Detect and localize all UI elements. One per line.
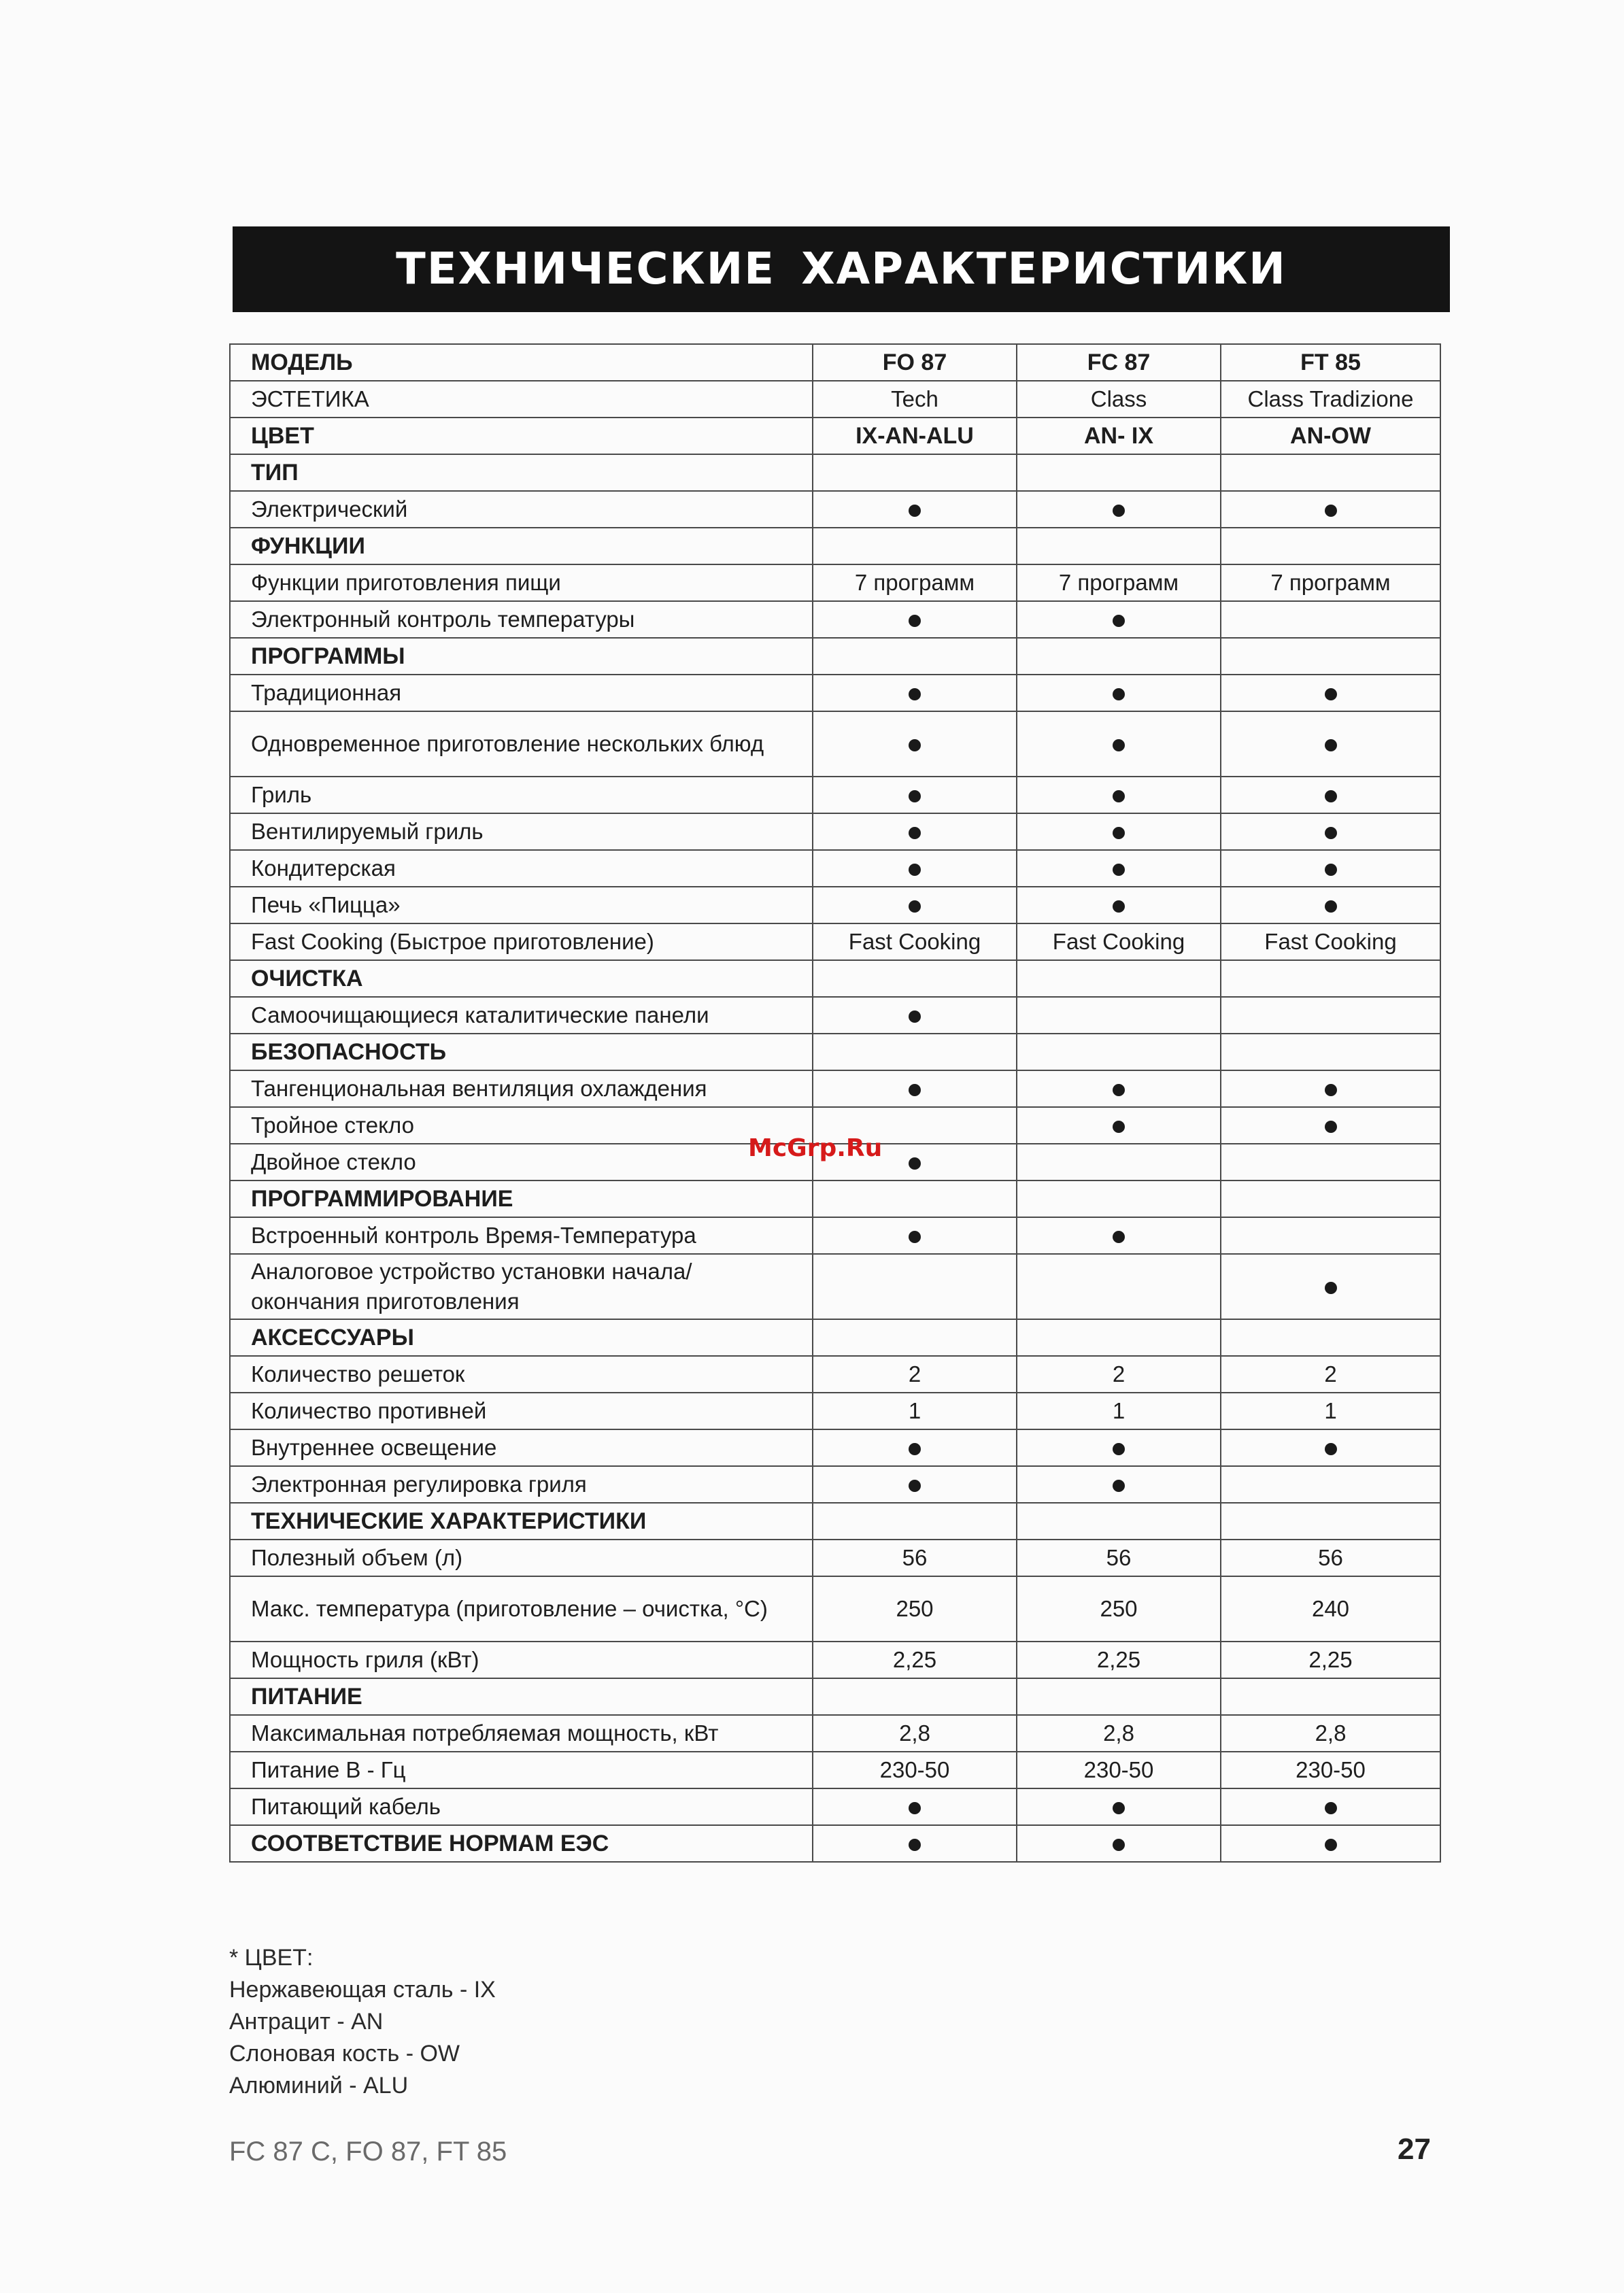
empty-cell bbox=[1017, 638, 1221, 675]
value-cell: 56 bbox=[1221, 1540, 1440, 1576]
empty-cell bbox=[813, 1319, 1017, 1356]
bullet-icon bbox=[909, 790, 921, 802]
value-cell bbox=[813, 1429, 1017, 1466]
spec-row bbox=[230, 850, 1440, 887]
spec-label: Питание В - Гц bbox=[230, 1752, 813, 1788]
value-cell: AN-OW bbox=[1221, 418, 1440, 454]
bullet-icon bbox=[1113, 739, 1125, 751]
empty-cell bbox=[813, 960, 1017, 997]
value-cell bbox=[1017, 887, 1221, 923]
value-cell: 56 bbox=[813, 1540, 1017, 1576]
spec-row bbox=[230, 997, 1440, 1034]
empty-cell bbox=[813, 638, 1017, 675]
spec-row bbox=[230, 1642, 1440, 1678]
spec-row bbox=[230, 1429, 1440, 1466]
bullet-icon bbox=[1325, 864, 1337, 876]
section-row bbox=[230, 528, 1440, 564]
spec-label: Гриль bbox=[230, 777, 813, 813]
empty-cell bbox=[813, 454, 1017, 491]
footnote-line: Нержавеющая сталь - IX bbox=[229, 1977, 496, 2003]
spec-row bbox=[230, 1254, 1440, 1319]
section-row bbox=[230, 960, 1440, 997]
value-cell bbox=[1221, 491, 1440, 528]
value-cell bbox=[813, 1788, 1017, 1825]
spec-label: Тангенциональная вентиляция охлаждения bbox=[230, 1070, 813, 1107]
value-cell bbox=[1221, 1070, 1440, 1107]
value-cell bbox=[1221, 1107, 1440, 1144]
bullet-icon bbox=[909, 1802, 921, 1814]
value-cell bbox=[813, 1466, 1017, 1503]
spec-label: ЦВЕТ bbox=[230, 418, 813, 454]
spec-label: Функции приготовления пищи bbox=[230, 564, 813, 601]
spec-label: Кондитерская bbox=[230, 850, 813, 887]
page-number: 27 bbox=[1398, 2133, 1431, 2166]
bullet-icon bbox=[1113, 688, 1125, 700]
bullet-icon bbox=[909, 1010, 921, 1023]
value-cell: 1 bbox=[1017, 1393, 1221, 1429]
value-cell: FO 87 bbox=[813, 344, 1017, 381]
bullet-icon bbox=[1113, 1084, 1125, 1096]
value-cell: Fast Cooking bbox=[1017, 923, 1221, 960]
value-cell bbox=[1017, 1107, 1221, 1144]
spec-label: Электронный контроль температуры bbox=[230, 601, 813, 638]
bullet-icon bbox=[1325, 739, 1337, 751]
value-cell bbox=[813, 675, 1017, 711]
bullet-icon bbox=[1113, 864, 1125, 876]
empty-cell bbox=[1221, 1503, 1440, 1540]
spec-label: Тройное стекло bbox=[230, 1107, 813, 1144]
spec-label: Встроенный контроль Время-Температура bbox=[230, 1217, 813, 1254]
spec-row bbox=[230, 887, 1440, 923]
value-cell: FT 85 bbox=[1221, 344, 1440, 381]
bullet-icon bbox=[1325, 1839, 1337, 1851]
section-row bbox=[230, 638, 1440, 675]
value-cell bbox=[1221, 850, 1440, 887]
footnote-line: Алюминий - ALU bbox=[229, 2073, 409, 2099]
value-cell: 230-50 bbox=[1221, 1752, 1440, 1788]
value-cell bbox=[1017, 813, 1221, 850]
spec-row bbox=[230, 1393, 1440, 1429]
value-cell bbox=[1221, 1429, 1440, 1466]
bullet-icon bbox=[1325, 1802, 1337, 1814]
value-cell bbox=[1221, 1825, 1440, 1862]
section-row bbox=[230, 1034, 1440, 1070]
value-cell bbox=[813, 813, 1017, 850]
spec-row bbox=[230, 564, 1440, 601]
value-cell: Class bbox=[1017, 381, 1221, 418]
bullet-icon bbox=[1113, 790, 1125, 802]
bullet-icon bbox=[1325, 1084, 1337, 1096]
bullet-icon bbox=[909, 1084, 921, 1096]
value-cell bbox=[813, 887, 1017, 923]
spec-label: Печь «Пицца» bbox=[230, 887, 813, 923]
spec-label: Электрический bbox=[230, 491, 813, 528]
spec-label: Одновременное приготовление нескольких блюд bbox=[230, 711, 813, 777]
value-cell: Fast Cooking bbox=[1221, 923, 1440, 960]
spec-label: Количество противней bbox=[230, 1393, 813, 1429]
value-cell: IX-AN-ALU bbox=[813, 418, 1017, 454]
bullet-icon bbox=[1113, 827, 1125, 839]
value-cell bbox=[1017, 1144, 1221, 1181]
bullet-icon bbox=[1113, 900, 1125, 913]
value-cell bbox=[1221, 813, 1440, 850]
spec-label: Электронная регулировка гриля bbox=[230, 1466, 813, 1503]
empty-cell bbox=[1221, 528, 1440, 564]
value-cell bbox=[1221, 675, 1440, 711]
value-cell bbox=[1221, 601, 1440, 638]
value-cell bbox=[1221, 711, 1440, 777]
value-cell bbox=[1221, 1788, 1440, 1825]
value-cell bbox=[813, 997, 1017, 1034]
spec-label: Fast Cooking (Быстрое приготовление) bbox=[230, 923, 813, 960]
bullet-icon bbox=[1325, 1282, 1337, 1294]
bullet-icon bbox=[1325, 505, 1337, 517]
value-cell: 2,25 bbox=[813, 1642, 1017, 1678]
section-heading: СООТВЕТСТВИЕ НОРМАМ ЕЭС bbox=[230, 1825, 813, 1862]
spec-label: МОДЕЛЬ bbox=[230, 344, 813, 381]
section-row bbox=[230, 1319, 1440, 1356]
empty-cell bbox=[813, 1034, 1017, 1070]
bullet-icon bbox=[1113, 1121, 1125, 1133]
spec-label: ЭСТЕТИКА bbox=[230, 381, 813, 418]
spec-row bbox=[230, 601, 1440, 638]
spec-table bbox=[229, 343, 1441, 1863]
bullet-icon bbox=[1113, 615, 1125, 627]
value-cell: 230-50 bbox=[813, 1752, 1017, 1788]
value-cell: 2,8 bbox=[1017, 1715, 1221, 1752]
spec-label: Полезный объем (л) bbox=[230, 1540, 813, 1576]
value-cell bbox=[1017, 777, 1221, 813]
spec-row bbox=[230, 1752, 1440, 1788]
spec-row bbox=[230, 1576, 1440, 1642]
value-cell bbox=[1017, 711, 1221, 777]
footnote-line: Слоновая кость - OW bbox=[229, 2041, 460, 2067]
value-cell: 2,25 bbox=[1017, 1642, 1221, 1678]
spec-row bbox=[230, 381, 1440, 418]
empty-cell bbox=[1017, 960, 1221, 997]
bullet-icon bbox=[1113, 1839, 1125, 1851]
value-cell bbox=[1221, 1254, 1440, 1319]
footnote-line: Антрацит - AN bbox=[229, 2009, 384, 2035]
bullet-icon bbox=[1325, 1443, 1337, 1455]
section-row bbox=[230, 1503, 1440, 1540]
empty-cell bbox=[1017, 1034, 1221, 1070]
value-cell: 7 программ bbox=[813, 564, 1017, 601]
bullet-icon bbox=[909, 739, 921, 751]
value-cell bbox=[813, 1825, 1017, 1862]
section-heading: ТИП bbox=[230, 454, 813, 491]
value-cell: 2,8 bbox=[813, 1715, 1017, 1752]
empty-cell bbox=[813, 1181, 1017, 1217]
bullet-icon bbox=[909, 864, 921, 876]
value-cell bbox=[1017, 1788, 1221, 1825]
bullet-icon bbox=[1113, 505, 1125, 517]
spec-row bbox=[230, 923, 1440, 960]
spec-label: Традиционная bbox=[230, 675, 813, 711]
bullet-icon bbox=[909, 1231, 921, 1243]
value-cell: 2,8 bbox=[1221, 1715, 1440, 1752]
value-cell bbox=[813, 711, 1017, 777]
value-cell: 1 bbox=[1221, 1393, 1440, 1429]
spec-label: Самоочищающиеся каталитические панели bbox=[230, 997, 813, 1034]
value-cell bbox=[1017, 675, 1221, 711]
bullet-icon bbox=[909, 827, 921, 839]
bullet-icon bbox=[909, 1480, 921, 1492]
value-cell bbox=[1221, 1466, 1440, 1503]
empty-cell bbox=[1017, 528, 1221, 564]
page-title: ТЕХНИЧЕСКИЕ ХАРАКТЕРИСТИКИ bbox=[396, 244, 1287, 294]
spec-row bbox=[230, 1715, 1440, 1752]
section-heading: ПИТАНИЕ bbox=[230, 1678, 813, 1715]
empty-cell bbox=[1017, 1678, 1221, 1715]
spec-row bbox=[230, 675, 1440, 711]
value-cell: 2 bbox=[1221, 1356, 1440, 1393]
spec-row bbox=[230, 344, 1440, 381]
value-cell: 7 программ bbox=[1221, 564, 1440, 601]
value-cell: 2,25 bbox=[1221, 1642, 1440, 1678]
spec-row bbox=[230, 813, 1440, 850]
value-cell bbox=[813, 601, 1017, 638]
spec-label: Внутреннее освещение bbox=[230, 1429, 813, 1466]
empty-cell bbox=[1017, 454, 1221, 491]
empty-cell bbox=[1221, 1034, 1440, 1070]
value-cell bbox=[1017, 1466, 1221, 1503]
spec-row bbox=[230, 1466, 1440, 1503]
spec-row bbox=[230, 1788, 1440, 1825]
bullet-icon bbox=[1325, 900, 1337, 913]
spec-row bbox=[230, 1540, 1440, 1576]
value-cell: AN- IX bbox=[1017, 418, 1221, 454]
spec-label: Питающий кабель bbox=[230, 1788, 813, 1825]
section-heading: БЕЗОПАСНОСТЬ bbox=[230, 1034, 813, 1070]
spec-label: Количество решеток bbox=[230, 1356, 813, 1393]
bullet-icon bbox=[1325, 790, 1337, 802]
empty-cell bbox=[1017, 1319, 1221, 1356]
value-cell bbox=[813, 1254, 1017, 1319]
value-cell bbox=[1017, 1429, 1221, 1466]
bullet-icon bbox=[909, 505, 921, 517]
value-cell: 7 программ bbox=[1017, 564, 1221, 601]
value-cell: 56 bbox=[1017, 1540, 1221, 1576]
watermark: McGrp.Ru bbox=[748, 1134, 883, 1162]
bullet-icon bbox=[909, 1157, 921, 1170]
empty-cell bbox=[813, 1503, 1017, 1540]
section-heading: ФУНКЦИИ bbox=[230, 528, 813, 564]
empty-cell bbox=[1221, 1678, 1440, 1715]
spec-label: Двойное стекло bbox=[230, 1144, 813, 1181]
empty-cell bbox=[813, 1678, 1017, 1715]
section-row bbox=[230, 1181, 1440, 1217]
section-heading: ПРОГРАММЫ bbox=[230, 638, 813, 675]
spec-label: Максимальная потребляемая мощность, кВт bbox=[230, 1715, 813, 1752]
section-heading: ОЧИСТКА bbox=[230, 960, 813, 997]
spec-row bbox=[230, 1825, 1440, 1862]
spec-row bbox=[230, 418, 1440, 454]
bullet-icon bbox=[909, 1443, 921, 1455]
value-cell bbox=[813, 850, 1017, 887]
bullet-icon bbox=[1325, 827, 1337, 839]
value-cell bbox=[1017, 1070, 1221, 1107]
value-cell bbox=[1017, 850, 1221, 887]
value-cell: Class Tradizione bbox=[1221, 381, 1440, 418]
empty-cell bbox=[813, 528, 1017, 564]
spec-label: Вентилируемый гриль bbox=[230, 813, 813, 850]
empty-cell bbox=[1221, 1181, 1440, 1217]
empty-cell bbox=[1017, 1503, 1221, 1540]
value-cell bbox=[1017, 601, 1221, 638]
spec-row bbox=[230, 1070, 1440, 1107]
value-cell: 2 bbox=[813, 1356, 1017, 1393]
value-cell bbox=[813, 777, 1017, 813]
empty-cell bbox=[1221, 454, 1440, 491]
bullet-icon bbox=[1113, 1802, 1125, 1814]
spec-row bbox=[230, 1217, 1440, 1254]
value-cell: 250 bbox=[813, 1576, 1017, 1642]
spec-row bbox=[230, 711, 1440, 777]
bullet-icon bbox=[909, 900, 921, 913]
bullet-icon bbox=[909, 1839, 921, 1851]
value-cell bbox=[1017, 491, 1221, 528]
footer-models: FC 87 C, FO 87, FT 85 bbox=[229, 2137, 507, 2167]
empty-cell bbox=[1221, 1319, 1440, 1356]
spec-label: Аналоговое устройство установки начала/окончания приготовления bbox=[230, 1254, 813, 1319]
value-cell: 1 bbox=[813, 1393, 1017, 1429]
value-cell: Tech bbox=[813, 381, 1017, 418]
spec-row bbox=[230, 1356, 1440, 1393]
value-cell bbox=[1017, 997, 1221, 1034]
footnote-line: * ЦВЕТ: bbox=[229, 1945, 314, 1971]
value-cell bbox=[1221, 1217, 1440, 1254]
value-cell: FC 87 bbox=[1017, 344, 1221, 381]
value-cell: 2 bbox=[1017, 1356, 1221, 1393]
value-cell bbox=[1221, 1144, 1440, 1181]
bullet-icon bbox=[1325, 1121, 1337, 1133]
spec-row bbox=[230, 777, 1440, 813]
value-cell bbox=[813, 1070, 1017, 1107]
bullet-icon bbox=[1113, 1231, 1125, 1243]
bullet-icon bbox=[1325, 688, 1337, 700]
color-footnote bbox=[229, 1942, 496, 2102]
empty-cell bbox=[1017, 1181, 1221, 1217]
section-row bbox=[230, 1678, 1440, 1715]
value-cell: Fast Cooking bbox=[813, 923, 1017, 960]
bullet-icon bbox=[1113, 1443, 1125, 1455]
section-heading: ПРОГРАММИРОВАНИЕ bbox=[230, 1181, 813, 1217]
value-cell bbox=[1017, 1825, 1221, 1862]
title-banner bbox=[233, 226, 1450, 312]
spec-row bbox=[230, 491, 1440, 528]
value-cell bbox=[813, 491, 1017, 528]
value-cell bbox=[813, 1217, 1017, 1254]
value-cell bbox=[1017, 1217, 1221, 1254]
value-cell bbox=[1221, 997, 1440, 1034]
empty-cell bbox=[1221, 638, 1440, 675]
section-heading: АКСЕССУАРЫ bbox=[230, 1319, 813, 1356]
spec-label: Макс. температура (приготовление – очистка, °С) bbox=[230, 1576, 813, 1642]
empty-cell bbox=[1221, 960, 1440, 997]
bullet-icon bbox=[909, 688, 921, 700]
bullet-icon bbox=[1113, 1480, 1125, 1492]
value-cell: 230-50 bbox=[1017, 1752, 1221, 1788]
value-cell bbox=[1221, 887, 1440, 923]
bullet-icon bbox=[909, 615, 921, 627]
value-cell bbox=[1017, 1254, 1221, 1319]
value-cell bbox=[1221, 777, 1440, 813]
spec-label: Мощность гриля (кВт) bbox=[230, 1642, 813, 1678]
section-row bbox=[230, 454, 1440, 491]
value-cell: 240 bbox=[1221, 1576, 1440, 1642]
value-cell: 250 bbox=[1017, 1576, 1221, 1642]
section-heading: ТЕХНИЧЕСКИЕ ХАРАКТЕРИСТИКИ bbox=[230, 1503, 813, 1540]
